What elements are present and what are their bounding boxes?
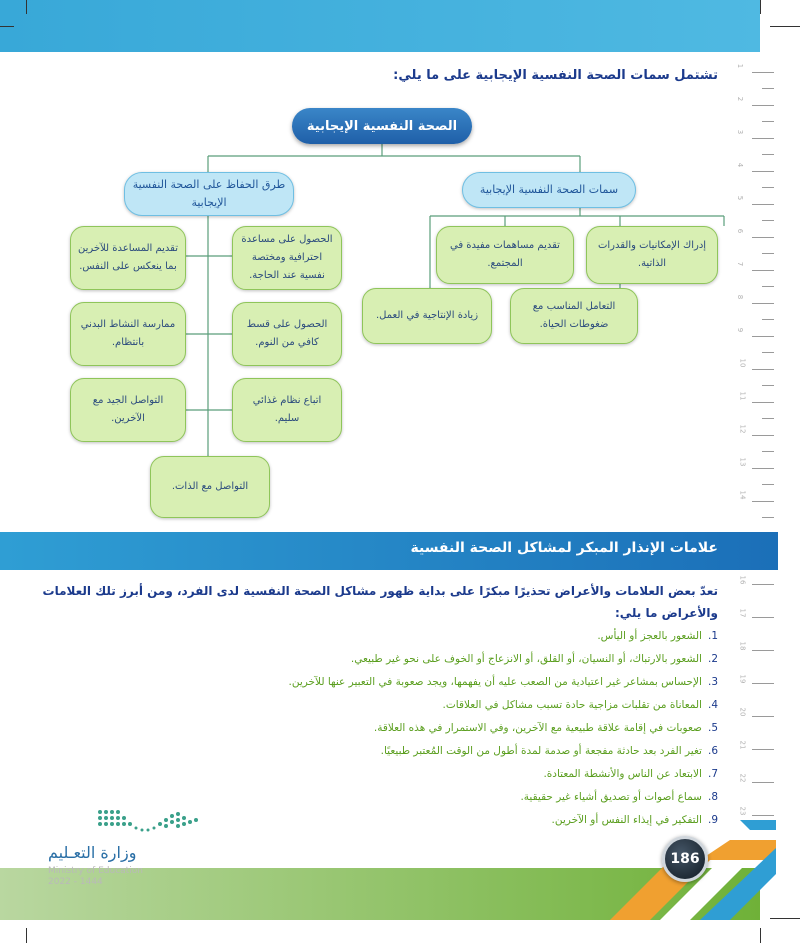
crop-mark xyxy=(760,928,761,943)
method-leaf: التواصل مع الذات. xyxy=(150,456,270,518)
list-item xyxy=(520,791,718,803)
list-item xyxy=(381,745,718,757)
method-leaf: ممارسة النشاط البدني بانتظام. xyxy=(70,302,186,366)
method-leaf: الحصول على قسط كافي من النوم. xyxy=(232,302,342,366)
diagram-root-node: الصحة النفسية الإيجابية xyxy=(292,108,472,144)
ruler-number: 4 xyxy=(736,162,745,168)
ruler-tick xyxy=(752,683,774,684)
ruler-tick xyxy=(752,617,774,618)
ruler-number: 10 xyxy=(738,358,747,368)
ruler-tick xyxy=(752,650,774,651)
ruler-number: 19 xyxy=(738,674,747,684)
edition-year: 2022 - 1444 xyxy=(48,877,103,887)
ruler-number: 7 xyxy=(736,261,745,267)
list-item-number: 4. xyxy=(707,699,718,711)
ruler-number: 9 xyxy=(736,327,745,333)
ruler-number: 20 xyxy=(738,707,747,717)
page-ruler-lower xyxy=(738,570,788,838)
method-leaf: اتباع نظام غذائي سليم. xyxy=(232,378,342,442)
list-item xyxy=(597,630,718,642)
ruler-number: 23 xyxy=(738,806,747,816)
crop-mark xyxy=(26,928,27,943)
ruler-number: 13 xyxy=(738,457,747,467)
left-branch-node: طرق الحفاظ على الصحة النفسية الإيجابية xyxy=(124,172,294,216)
ruler-number: 22 xyxy=(738,773,747,783)
list-item-text: الابتعاد عن الناس والأنشطة المعتادة. xyxy=(543,768,702,780)
ruler-number: 1 xyxy=(736,63,745,69)
list-item-number: 8. xyxy=(707,791,718,803)
list-item-number: 9. xyxy=(707,814,718,826)
list-item-number: 6. xyxy=(707,745,718,757)
list-item xyxy=(351,653,718,665)
ruler-number: 21 xyxy=(738,740,747,750)
list-item-text: صعوبات في إقامة علاقة طبيعية مع الآخرين، وفي الاستمرار في هذه العلاقة. xyxy=(373,722,702,734)
list-item xyxy=(443,699,718,711)
ministry-logo-icon xyxy=(96,808,206,838)
list-item-text: الإحساس بمشاعر غير اعتيادية من الصعب عليه أن يفهمها، ويجد صعوبة في التعبير عنها للآخرين. xyxy=(288,676,702,688)
list-item-text: المعاناة من تقلبات مزاجية حادة تسبب مشاكل في العلاقات. xyxy=(442,699,702,711)
list-item-number: 7. xyxy=(707,768,718,780)
ruler-tick xyxy=(752,815,774,816)
ruler-number: 8 xyxy=(736,294,745,300)
right-branch-node: سمات الصحة النفسية الإيجابية xyxy=(462,172,636,208)
ruler-tick xyxy=(752,782,774,783)
ruler-tick xyxy=(752,716,774,717)
intro-heading: تشتمل سمات الصحة النفسية الإيجابية على ما يلي: xyxy=(393,68,718,83)
ruler-number: 17 xyxy=(738,608,747,618)
ruler-number: 6 xyxy=(736,228,745,234)
ruler-number: 3 xyxy=(736,129,745,135)
method-leaf: الحصول على مساعدة احترافية ومختصة نفسية عند الحاجة. xyxy=(232,226,342,290)
list-item-text: تغير الفرد بعد حادثة مفجعة أو صدمة لمدة أطول من الوقت المُعتبر طبيعيًا. xyxy=(380,745,702,757)
ministry-name: وزارة التعـليم xyxy=(48,843,137,862)
ruler-number: 2 xyxy=(736,96,745,102)
list-item-number: 5. xyxy=(707,722,718,734)
ruler-number: 14 xyxy=(738,490,747,500)
ruler-number: 18 xyxy=(738,641,747,651)
ministry-name-en: Ministry of Education xyxy=(48,866,143,876)
ministry-subtitle xyxy=(48,866,143,888)
ruler-tick xyxy=(752,749,774,750)
trait-leaf: زيادة الإنتاجية في العمل. xyxy=(362,288,492,344)
list-item xyxy=(289,676,718,688)
list-item-text: الشعور بالعجز أو اليأس. xyxy=(597,630,702,642)
list-item xyxy=(374,722,718,734)
list-item-number: 2. xyxy=(707,653,718,665)
ruler-number: 11 xyxy=(738,391,747,401)
list-item-number: 3. xyxy=(707,676,718,688)
list-item-text: سماع أصوات أو تصديق أشياء غير حقيقية. xyxy=(520,791,702,803)
list-item-text: التفكير في إيذاء النفس أو الآخرين. xyxy=(551,814,702,826)
trait-leaf: التعامل المناسب مع ضغوطات الحياة. xyxy=(510,288,638,344)
method-leaf: التواصل الجيد مع الآخرين. xyxy=(70,378,186,442)
section-paragraph: تعدّ بعض العلامات والأعراض تحذيرًا مبكرًا على بداية ظهور مشاكل الصحة النفسية لدى الفرد، ومن أبرز تلك العلامات والأعراض ما يلي: xyxy=(42,584,718,620)
list-item xyxy=(543,768,718,780)
ruler-number: 12 xyxy=(738,424,747,434)
ruler-number: 5 xyxy=(736,195,745,201)
list-item-number: 1. xyxy=(707,630,718,642)
method-leaf: تقديم المساعدة للآخرين بما ينعكس على النفس. xyxy=(70,226,186,290)
page-number-badge: 186 xyxy=(662,836,708,882)
trait-leaf: إدراك الإمكانيات والقدرات الذاتية. xyxy=(586,226,718,284)
trait-leaf: تقديم مساهمات مفيدة في المجتمع. xyxy=(436,226,574,284)
section-title: علامات الإنذار المبكر لمشاكل الصحة النفسية xyxy=(410,540,718,556)
list-item-text: الشعور بالارتباك، أو النسيان، أو القلق، أو الانزعاج أو الخوف على نحو غير طبيعي. xyxy=(350,653,702,665)
ruler-number: 16 xyxy=(738,575,747,585)
ruler-tick xyxy=(752,584,774,585)
